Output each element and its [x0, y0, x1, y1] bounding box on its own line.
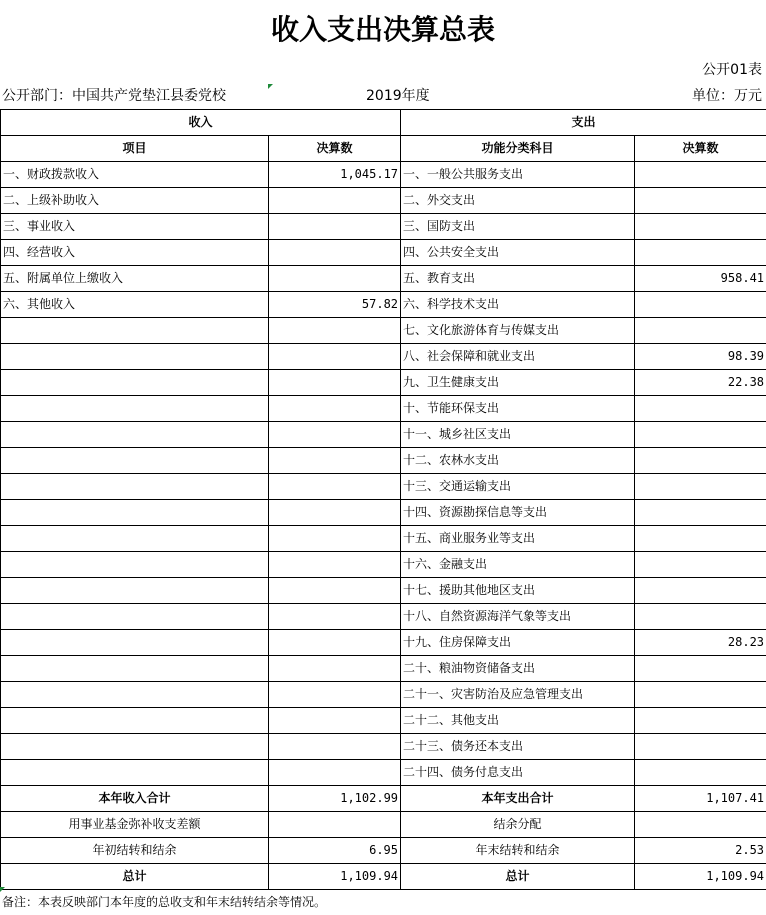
summary-expense-label: 本年支出合计 — [401, 786, 635, 812]
footnote: 备注：本表反映部门本年度的总收支和年末结转结余等情况。 — [2, 895, 327, 909]
table-row — [1, 292, 766, 318]
summary-row — [1, 838, 766, 864]
income-item — [1, 396, 269, 422]
table-row — [1, 474, 766, 500]
expense-amount — [635, 240, 766, 266]
income-item — [1, 682, 269, 708]
table-number: 公开01表 — [702, 62, 762, 78]
expense-item: 二十三、债务还本支出 — [401, 734, 635, 760]
table-row — [1, 344, 766, 370]
table-row — [1, 526, 766, 552]
expense-item: 十一、城乡社区支出 — [401, 422, 635, 448]
table-row — [1, 370, 766, 396]
expense-amount — [635, 760, 766, 786]
expense-item: 十五、商业服务业等支出 — [401, 526, 635, 552]
income-amount — [269, 604, 401, 630]
summary-income-label: 用事业基金弥补收支差额 — [1, 812, 269, 838]
expense-amount — [635, 578, 766, 604]
summary-income-label: 总计 — [1, 864, 269, 890]
cell-marker-icon — [268, 84, 273, 89]
income-amount — [269, 630, 401, 656]
income-amount — [269, 266, 401, 292]
income-item — [1, 656, 269, 682]
expense-item: 十三、交通运输支出 — [401, 474, 635, 500]
table-row — [1, 656, 766, 682]
income-amount: 57.82 — [269, 292, 401, 318]
income-amount — [269, 578, 401, 604]
expense-item: 二十二、其他支出 — [401, 708, 635, 734]
expense-item: 十六、金融支出 — [401, 552, 635, 578]
income-amount — [269, 474, 401, 500]
expense-amount — [635, 448, 766, 474]
expense-item: 二十四、债务付息支出 — [401, 760, 635, 786]
table-row — [1, 422, 766, 448]
table-row — [1, 266, 766, 292]
expense-amount — [635, 292, 766, 318]
income-amount — [269, 448, 401, 474]
expense-item: 五、教育支出 — [401, 266, 635, 292]
income-amount — [269, 552, 401, 578]
income-item — [1, 526, 269, 552]
expense-item: 十、节能环保支出 — [401, 396, 635, 422]
table-row — [1, 708, 766, 734]
expense-amount — [635, 604, 766, 630]
expense-amount — [635, 396, 766, 422]
income-amount — [269, 656, 401, 682]
income-amount — [269, 344, 401, 370]
expense-amount — [635, 214, 766, 240]
expense-item: 八、社会保障和就业支出 — [401, 344, 635, 370]
table-row — [1, 500, 766, 526]
expense-item: 二十一、灾害防治及应急管理支出 — [401, 682, 635, 708]
unit-label: 单位：万元 — [692, 88, 762, 104]
item-header: 项目 — [1, 136, 269, 162]
income-amount — [269, 422, 401, 448]
income-amount — [269, 318, 401, 344]
table-row — [1, 604, 766, 630]
summary-expense-value: 1,109.94 — [635, 864, 766, 890]
income-item: 五、附属单位上缴收入 — [1, 266, 269, 292]
table-row — [1, 578, 766, 604]
expense-amount — [635, 500, 766, 526]
table-row — [1, 240, 766, 266]
summary-row — [1, 786, 766, 812]
income-item — [1, 474, 269, 500]
expense-amount — [635, 162, 766, 188]
income-item: 四、经营收入 — [1, 240, 269, 266]
table-row — [1, 396, 766, 422]
expense-item: 四、公共安全支出 — [401, 240, 635, 266]
income-amount — [269, 214, 401, 240]
income-amount — [269, 188, 401, 214]
expense-amount: 28.23 — [635, 630, 766, 656]
expense-amount — [635, 526, 766, 552]
summary-income-value — [269, 812, 401, 838]
table-row — [1, 188, 766, 214]
expense-header: 支出 — [401, 110, 766, 136]
table-row — [1, 630, 766, 656]
income-amount: 1,045.17 — [269, 162, 401, 188]
income-item — [1, 344, 269, 370]
summary-expense-value: 1,107.41 — [635, 786, 766, 812]
table-row — [1, 448, 766, 474]
income-amount — [269, 240, 401, 266]
expense-item: 一、一般公共服务支出 — [401, 162, 635, 188]
table-row — [1, 760, 766, 786]
income-amount — [269, 500, 401, 526]
summary-row — [1, 812, 766, 838]
table-row — [1, 682, 766, 708]
table-row — [1, 734, 766, 760]
expense-item: 七、文化旅游体育与传媒支出 — [401, 318, 635, 344]
summary-expense-label: 结余分配 — [401, 812, 635, 838]
expense-amount — [635, 318, 766, 344]
expense-amount: 22.38 — [635, 370, 766, 396]
summary-income-value: 1,109.94 — [269, 864, 401, 890]
section-header-row — [1, 110, 766, 136]
function-header: 功能分类科目 — [401, 136, 635, 162]
summary-income-value: 6.95 — [269, 838, 401, 864]
summary-expense-value: 2.53 — [635, 838, 766, 864]
cell-marker-icon — [0, 887, 5, 892]
income-item: 一、财政拨款收入 — [1, 162, 269, 188]
table-row — [1, 162, 766, 188]
fiscal-year: 2019年度 — [366, 88, 430, 104]
column-header-row — [1, 136, 766, 162]
table-row — [1, 318, 766, 344]
expense-item: 三、国防支出 — [401, 214, 635, 240]
income-item — [1, 552, 269, 578]
expense-amount — [635, 188, 766, 214]
income-item — [1, 604, 269, 630]
expense-amount — [635, 734, 766, 760]
income-amount — [269, 682, 401, 708]
summary-expense-label: 年末结转和结余 — [401, 838, 635, 864]
summary-income-label: 年初结转和结余 — [1, 838, 269, 864]
income-item: 六、其他收入 — [1, 292, 269, 318]
income-item — [1, 500, 269, 526]
income-amount — [269, 370, 401, 396]
income-item — [1, 448, 269, 474]
income-amount — [269, 396, 401, 422]
income-header: 收入 — [1, 110, 401, 136]
expense-item: 十九、住房保障支出 — [401, 630, 635, 656]
expense-item: 二、外交支出 — [401, 188, 635, 214]
income-item — [1, 370, 269, 396]
expense-amount — [635, 708, 766, 734]
summary-expense-label: 总计 — [401, 864, 635, 890]
income-item — [1, 760, 269, 786]
income-amount — [269, 708, 401, 734]
expense-item: 十二、农林水支出 — [401, 448, 635, 474]
expense-amount — [635, 422, 766, 448]
income-amount — [269, 526, 401, 552]
summary-expense-value — [635, 812, 766, 838]
expense-amount — [635, 552, 766, 578]
income-item — [1, 708, 269, 734]
summary-income-label: 本年收入合计 — [1, 786, 269, 812]
expense-amount: 958.41 — [635, 266, 766, 292]
expense-item: 二十、粮油物资储备支出 — [401, 656, 635, 682]
income-amount — [269, 734, 401, 760]
expense-item: 十八、自然资源海洋气象等支出 — [401, 604, 635, 630]
expense-amount-header: 决算数 — [635, 136, 766, 162]
income-item — [1, 422, 269, 448]
table-row — [1, 214, 766, 240]
income-item: 三、事业收入 — [1, 214, 269, 240]
income-item — [1, 734, 269, 760]
expense-amount — [635, 474, 766, 500]
income-amount — [269, 760, 401, 786]
income-item: 二、上级补助收入 — [1, 188, 269, 214]
income-item — [1, 630, 269, 656]
expense-item: 六、科学技术支出 — [401, 292, 635, 318]
expense-amount: 98.39 — [635, 344, 766, 370]
expense-item: 十七、援助其他地区支出 — [401, 578, 635, 604]
income-item — [1, 318, 269, 344]
page-title: 收入支出决算总表 — [270, 13, 495, 46]
summary-income-value: 1,102.99 — [269, 786, 401, 812]
expense-item: 十四、资源勘探信息等支出 — [401, 500, 635, 526]
expense-amount — [635, 656, 766, 682]
table-row — [1, 552, 766, 578]
amount-header: 决算数 — [269, 136, 401, 162]
summary-row — [1, 864, 766, 890]
expense-item: 九、卫生健康支出 — [401, 370, 635, 396]
expense-amount — [635, 682, 766, 708]
income-item — [1, 578, 269, 604]
department-label: 公开部门：中国共产党垫江县委党校 — [2, 88, 226, 104]
budget-table — [0, 109, 766, 890]
